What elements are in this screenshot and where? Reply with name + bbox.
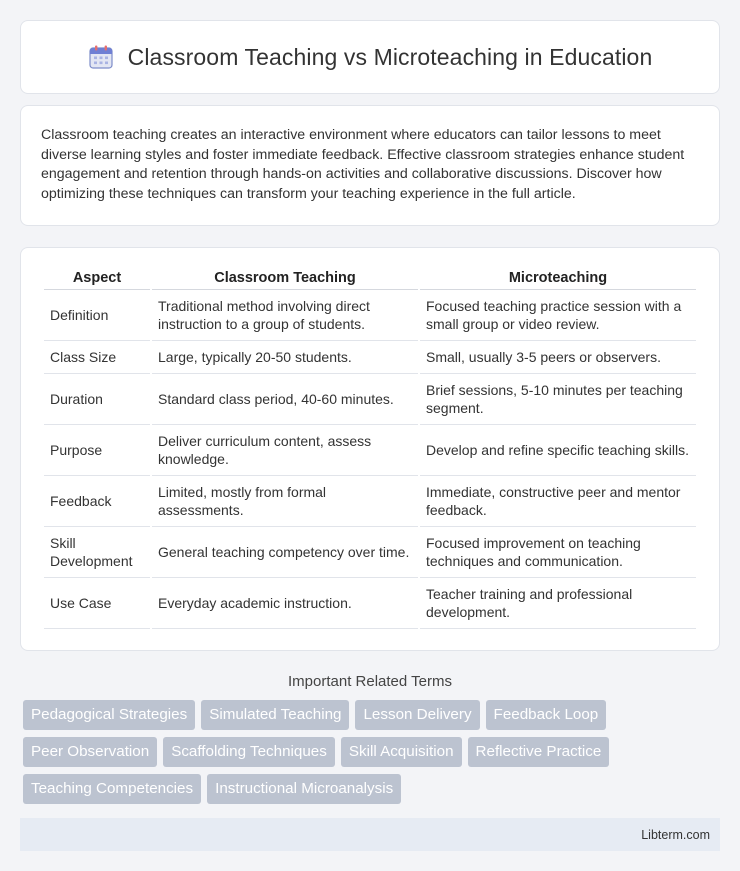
footer-site-link[interactable]: Libterm.com (641, 827, 710, 842)
cell-aspect: Purpose (44, 425, 150, 476)
term-tag[interactable]: Scaffolding Techniques (163, 737, 335, 767)
term-tag[interactable]: Skill Acquisition (341, 737, 462, 767)
table-row (44, 578, 696, 629)
cell-classroom: Everyday academic instruction. (152, 578, 418, 629)
footer (20, 818, 720, 851)
header-classroom: Classroom Teaching (152, 268, 418, 290)
term-tag[interactable]: Pedagogical Strategies (23, 700, 195, 730)
cell-classroom: Large, typically 20-50 students. (152, 341, 418, 374)
calendar-icon (88, 44, 114, 70)
cell-classroom: Deliver curriculum content, assess knowledge. (152, 425, 418, 476)
table-row (44, 341, 696, 374)
term-tag[interactable]: Lesson Delivery (355, 700, 479, 730)
table-row (44, 425, 696, 476)
cell-aspect: Skill Development (44, 527, 150, 578)
cell-micro: Focused teaching practice session with a small group or video review. (420, 290, 696, 341)
cell-classroom: Limited, mostly from formal assessments. (152, 476, 418, 527)
cell-aspect: Use Case (44, 578, 150, 629)
cell-micro: Small, usually 3-5 peers or observers. (420, 341, 696, 374)
table-row (44, 476, 696, 527)
cell-micro: Brief sessions, 5-10 minutes per teaching segment. (420, 374, 696, 425)
term-tag[interactable]: Simulated Teaching (201, 700, 349, 730)
comparison-table (42, 268, 698, 629)
cell-micro: Teacher training and professional development. (420, 578, 696, 629)
cell-aspect: Duration (44, 374, 150, 425)
term-tag[interactable]: Instructional Microanalysis (207, 774, 401, 804)
header-aspect: Aspect (44, 268, 150, 290)
comparison-card (20, 247, 720, 651)
table-header-row (44, 268, 696, 290)
cell-micro: Develop and refine specific teaching skills. (420, 425, 696, 476)
cell-aspect: Definition (44, 290, 150, 341)
table-row (44, 374, 696, 425)
term-tag[interactable]: Teaching Competencies (23, 774, 201, 804)
page-title: Classroom Teaching vs Microteaching in Education (127, 43, 653, 70)
term-tag[interactable]: Feedback Loop (486, 700, 607, 730)
cell-micro: Focused improvement on teaching techniques and communication. (420, 527, 696, 578)
intro-card (20, 105, 720, 226)
cell-classroom: Traditional method involving direct instruction to a group of students. (152, 290, 418, 341)
intro-text: Classroom teaching creates an interactive environment where educators can tailor lessons to meet diverse learning styles and foster immediate feedback. Effective classroom strategies enhance student engagement and retention through hands-on activities and collaborative discussions. Discover how optimizing these techniques can transform your teaching experience in the full article. (41, 127, 685, 202)
related-terms-list (20, 700, 720, 804)
related-terms-heading: Important Related Terms (288, 673, 452, 691)
term-tag[interactable]: Reflective Practice (468, 737, 610, 767)
cell-micro: Immediate, constructive peer and mentor feedback. (420, 476, 696, 527)
cell-aspect: Feedback (44, 476, 150, 527)
table-row (44, 527, 696, 578)
title-card (20, 20, 720, 94)
header-micro: Microteaching (420, 268, 696, 290)
cell-classroom: Standard class period, 40-60 minutes. (152, 374, 418, 425)
term-tag[interactable]: Peer Observation (23, 737, 157, 767)
cell-classroom: General teaching competency over time. (152, 527, 418, 578)
table-row (44, 290, 696, 341)
cell-aspect: Class Size (44, 341, 150, 374)
